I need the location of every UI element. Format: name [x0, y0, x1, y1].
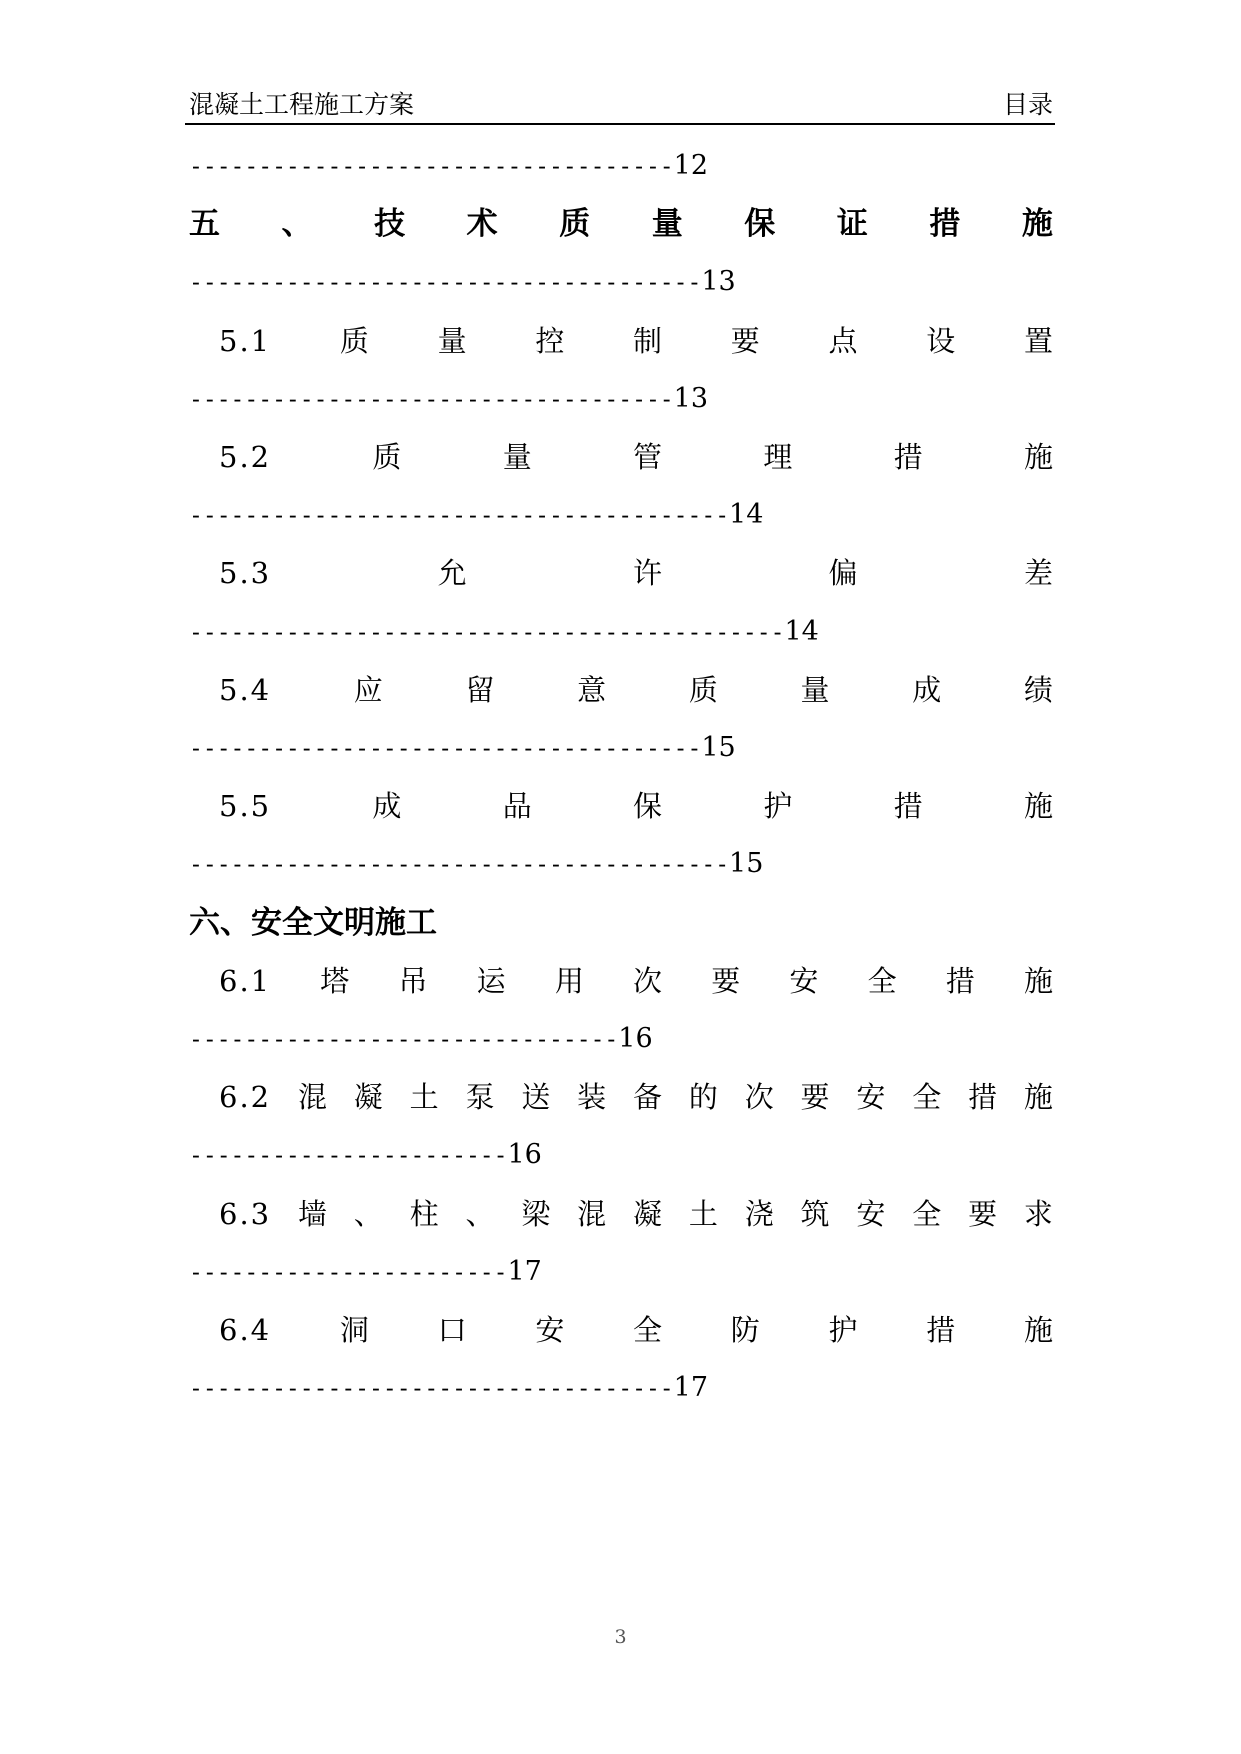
toc-title-char: 成 [372, 789, 402, 823]
toc-title-char: 装 [577, 1080, 607, 1114]
toc-title-char: 措 [945, 964, 975, 998]
toc-title-char: 偏 [828, 556, 858, 590]
toc-page-number[interactable]: 13 [673, 383, 709, 414]
toc-entry-title[interactable] [189, 1194, 1053, 1234]
toc-entry-title[interactable] [189, 670, 1053, 710]
dot-leader: ----------------------------------- [189, 387, 674, 413]
toc-title-char: 管 [633, 440, 663, 474]
toc-title-char: 保 [744, 206, 776, 242]
toc-title-char: 要 [800, 1080, 830, 1114]
toc-title-char: 技 [374, 206, 406, 242]
toc-title-char: 浇 [744, 1197, 774, 1231]
toc-entry-number: 5.3 [219, 556, 272, 590]
page-number: 3 [614, 1626, 627, 1648]
toc-title-char: 凝 [353, 1080, 383, 1114]
toc-title-char: 质 [372, 440, 402, 474]
toc-title-char: 意 [577, 673, 607, 707]
toc-title-char: 许 [633, 556, 663, 590]
dot-leader: ------------------------------- [189, 1027, 619, 1053]
toc-title-char: 措 [893, 440, 923, 474]
toc-title-char: 安 [789, 964, 819, 998]
toc-title-char: 运 [476, 964, 506, 998]
toc-title-char: 混 [577, 1197, 607, 1231]
toc-title-char: 凝 [633, 1197, 663, 1231]
dot-leader: ----------------------------------- [189, 1376, 674, 1402]
dot-leader: ----------------------- [189, 1143, 508, 1169]
toc-entry-title[interactable] [189, 437, 1053, 477]
toc-title-char: 用 [554, 964, 584, 998]
toc-leader-line [189, 1135, 1053, 1175]
toc-title-char: 塔 [320, 964, 350, 998]
toc-title-char: 、 [353, 1197, 383, 1231]
toc-title-char: 的 [688, 1080, 718, 1114]
toc-title-char: 允 [437, 556, 467, 590]
toc-entry-number: 6.1 [219, 964, 272, 998]
section-label: 目录 [1002, 90, 1053, 119]
toc-title-char: 措 [929, 206, 961, 242]
toc-title-char: 备 [633, 1080, 663, 1114]
dot-leader: ------------------------------------- [189, 736, 702, 762]
toc-leader-line [189, 612, 1053, 652]
toc-title-char: 点 [828, 324, 858, 358]
toc-title-char: 混 [297, 1080, 327, 1114]
toc-leader-line [189, 1252, 1053, 1292]
toc-title-char: 质 [559, 206, 591, 242]
toc-title-char: 控 [535, 324, 565, 358]
toc-title-char: 求 [1023, 1197, 1053, 1231]
toc-entry-title[interactable] [189, 553, 1053, 593]
toc-title-char: 要 [968, 1197, 998, 1231]
toc-leader-line [189, 146, 1053, 186]
dot-leader: --------------------------------------- [189, 503, 730, 529]
toc-title-char: 施 [1023, 1313, 1053, 1347]
dot-leader: ----------------------- [189, 1260, 508, 1286]
toc-title-char: 质 [339, 324, 369, 358]
dot-leader: ------------------------------------- [189, 270, 702, 296]
toc-page-number[interactable]: 13 [701, 266, 736, 297]
toc-page-number[interactable]: 12 [673, 150, 709, 181]
toc-title-char: 施 [1023, 789, 1053, 823]
toc-title-char: 安 [856, 1080, 886, 1114]
toc-title-char: 措 [893, 789, 923, 823]
toc-leader-line [189, 262, 1053, 302]
toc-title-char: 防 [730, 1313, 760, 1347]
toc-entry-number: 5.2 [219, 440, 272, 474]
toc-entry-title[interactable] [189, 1077, 1053, 1117]
toc-title-char: 应 [353, 673, 383, 707]
toc-title-char: 设 [926, 324, 956, 358]
toc-entry-number: 5.1 [219, 324, 272, 358]
toc-title-char: 安 [856, 1197, 886, 1231]
toc-title-char: 柱 [409, 1197, 439, 1231]
toc-title-char: 全 [867, 964, 897, 998]
toc-entry-title[interactable] [189, 321, 1053, 361]
toc-title-char: 土 [409, 1080, 439, 1114]
toc-leader-line [189, 1368, 1053, 1408]
toc-page-number[interactable]: 16 [507, 1139, 542, 1170]
toc-title-char: 置 [1023, 324, 1053, 358]
toc-title-char: 五 [189, 206, 220, 242]
toc-leader-line [189, 379, 1053, 419]
toc-title-char: 品 [502, 789, 532, 823]
toc-leader-line [189, 1019, 1053, 1059]
toc-page-number[interactable]: 14 [784, 616, 819, 647]
toc-title-char: 量 [437, 324, 467, 358]
toc-title-char: 、 [465, 1197, 495, 1231]
dot-leader: ------------------------------------------- [189, 620, 785, 646]
toc-title-char: 筑 [800, 1197, 830, 1231]
page-header [185, 88, 1055, 124]
toc-title-char: 要 [730, 324, 760, 358]
toc-title-char: 量 [502, 440, 532, 474]
toc-page-number[interactable]: 16 [618, 1023, 653, 1054]
toc-title-char: 次 [633, 964, 663, 998]
toc-title-char: 理 [763, 440, 793, 474]
toc-title-char: 、 [281, 206, 313, 242]
toc-title-char: 证 [836, 206, 868, 242]
toc-title-char: 施 [1023, 964, 1053, 998]
toc-page-number[interactable]: 17 [507, 1256, 542, 1287]
toc-entry-title[interactable] [189, 786, 1053, 826]
toc-section-heading[interactable] [189, 204, 1053, 244]
toc-title-char: 吊 [398, 964, 428, 998]
toc-entry-title[interactable] [189, 961, 1053, 1001]
toc-section-heading[interactable]: 六、安全文明施工 [189, 905, 437, 941]
header-rule [185, 123, 1055, 125]
toc-title-char: 次 [744, 1080, 774, 1114]
dot-leader: --------------------------------------- [189, 852, 730, 878]
toc-entry-title[interactable] [189, 1310, 1053, 1350]
toc-title-char: 送 [521, 1080, 551, 1114]
toc-leader-line [189, 495, 1053, 535]
toc-title-char: 术 [466, 206, 498, 242]
toc-title-char: 量 [651, 206, 683, 242]
toc-title-char: 成 [912, 673, 942, 707]
toc-title-char: 口 [437, 1313, 467, 1347]
toc-title-char: 全 [633, 1313, 663, 1347]
toc-title-char: 留 [465, 673, 495, 707]
toc-page-number[interactable]: 17 [673, 1372, 709, 1403]
toc-title-char: 要 [711, 964, 741, 998]
toc-title-char: 措 [968, 1080, 998, 1114]
toc-title-char: 梁 [521, 1197, 551, 1231]
toc-title-char: 安 [535, 1313, 565, 1347]
toc-entry-number: 6.4 [219, 1313, 272, 1347]
toc-title-char: 量 [800, 673, 830, 707]
toc-title-char: 施 [1021, 206, 1053, 242]
toc-title-char: 全 [912, 1197, 942, 1231]
toc-title-char: 施 [1023, 440, 1053, 474]
toc-entry-number: 5.4 [219, 673, 272, 707]
toc-title-char: 护 [828, 1313, 858, 1347]
toc-title-char: 土 [688, 1197, 718, 1231]
toc-title-char: 洞 [339, 1313, 369, 1347]
toc-page-number[interactable]: 15 [729, 848, 764, 879]
toc-page-number[interactable]: 15 [701, 732, 736, 763]
toc-title-char: 泵 [465, 1080, 495, 1114]
toc-leader-line [189, 844, 1053, 884]
toc-entry-number: 5.5 [219, 789, 272, 823]
dot-leader: ----------------------------------- [189, 154, 674, 180]
toc-page-number[interactable]: 14 [729, 499, 764, 530]
toc-title-char: 质 [688, 673, 718, 707]
toc-title-char: 保 [633, 789, 663, 823]
toc-title-char: 护 [763, 789, 793, 823]
document-title: 混凝土工程施工方案 [189, 90, 415, 119]
toc-entry-number: 6.3 [219, 1197, 272, 1231]
toc-title-char: 全 [912, 1080, 942, 1114]
toc-title-char: 差 [1023, 556, 1053, 590]
toc-leader-line [189, 728, 1053, 768]
toc-title-char: 施 [1023, 1080, 1053, 1114]
toc-title-char: 措 [926, 1313, 956, 1347]
toc-title-char: 制 [633, 324, 663, 358]
toc-title-char: 绩 [1023, 673, 1053, 707]
toc-entry-number: 6.2 [219, 1080, 272, 1114]
toc-title-char: 墙 [297, 1197, 327, 1231]
